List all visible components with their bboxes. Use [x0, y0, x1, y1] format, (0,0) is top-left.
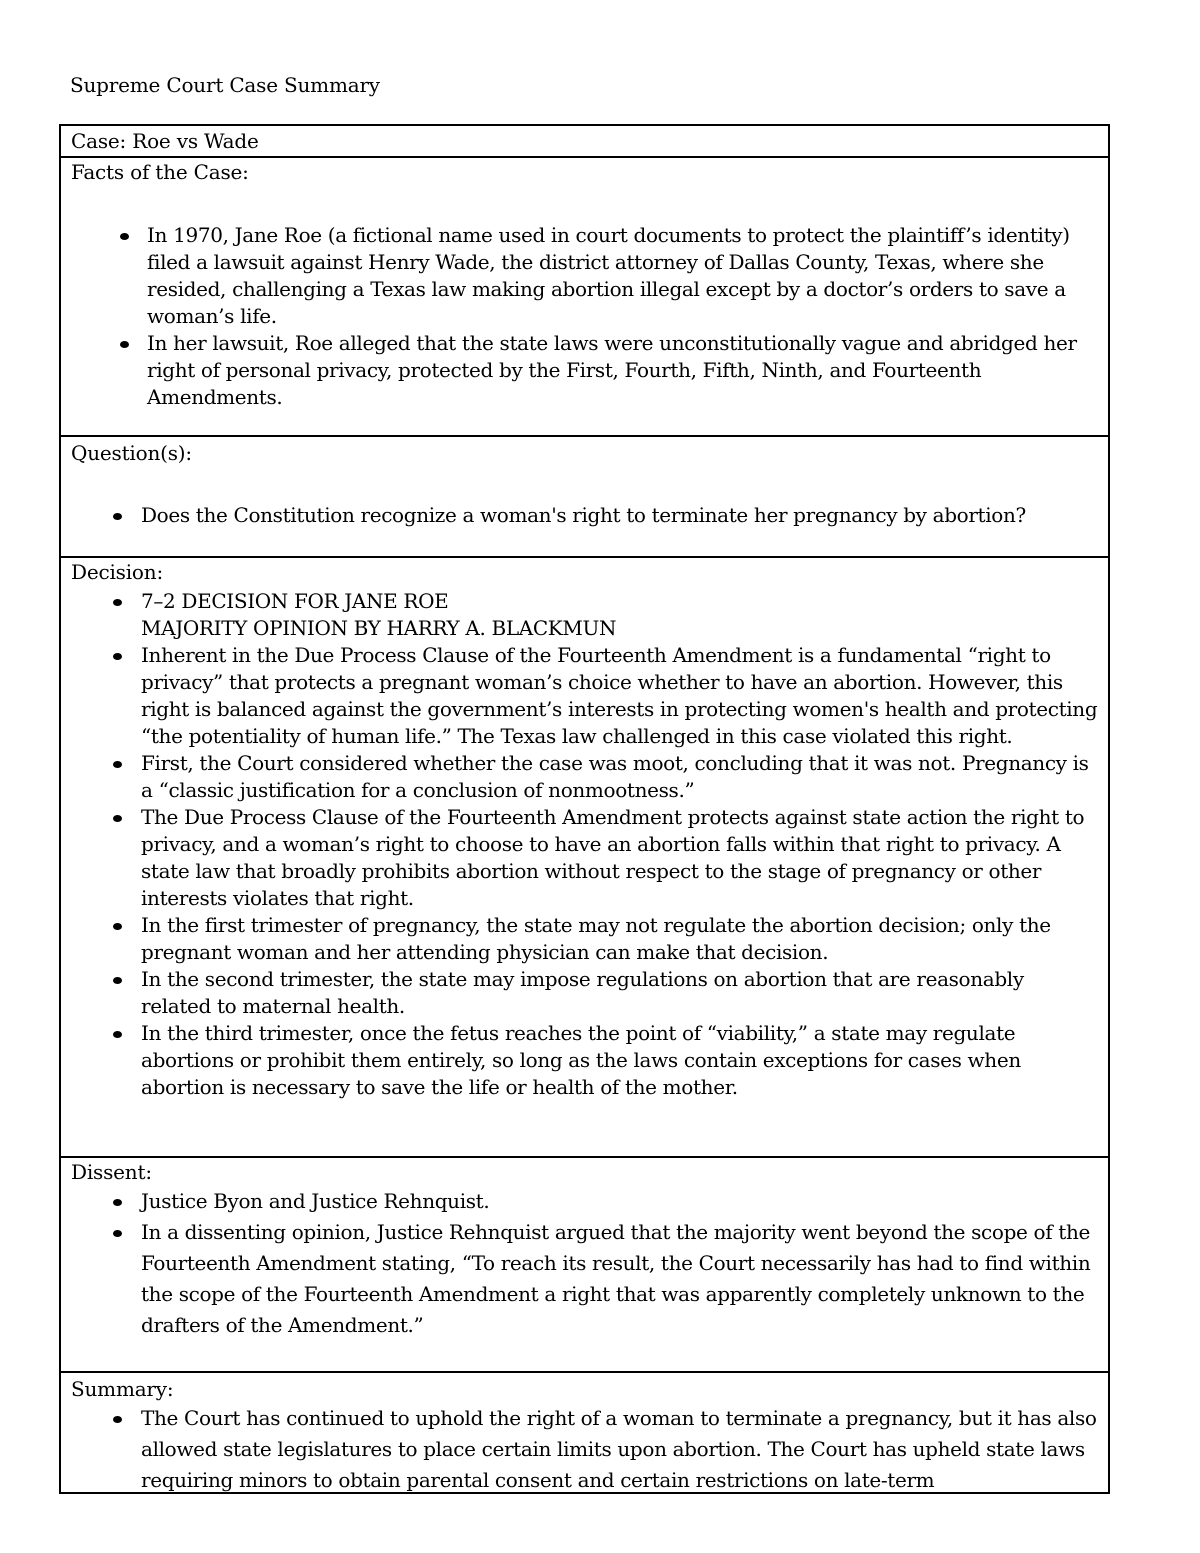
- bullet-icon: [113, 513, 122, 520]
- bullet-icon: [120, 341, 129, 348]
- list-item: In the first trimester of pregnancy, the state may not regulate the abortion decision; only the pregnant woman and her attending physician can make that decision.: [71, 912, 1098, 966]
- list-item: Inherent in the Due Process Clause of the Fourteenth Amendment is a fundamental “right to privacy” that protects a pregnant woman’s choice whether to have an abortion. However, this right is balanced against the government’s interests in protecting women's health and protecting “the potentiality of human life.” The Texas law challenged in this case violated this right.: [71, 642, 1098, 750]
- bullet-icon: [113, 815, 122, 822]
- bullet-icon: [113, 1031, 122, 1038]
- list-item: In 1970, Jane Roe (a fictional name used in court documents to protect the plaintiff’s identity) filed a lawsuit against Henry Wade, the district attorney of Dallas County, Texas, where she resided, challenging a Texas law making abortion illegal except by a doctor’s orders to save a woman’s life.: [71, 222, 1098, 330]
- bullet-icon: [113, 923, 122, 930]
- questions-label: Question(s):: [71, 441, 192, 465]
- bullet-icon: [113, 599, 122, 606]
- bullet-icon: [113, 977, 122, 984]
- summary-label: Summary:: [71, 1377, 174, 1401]
- dissent-list: [71, 1186, 1098, 1341]
- facts-list: [71, 222, 1098, 411]
- list-item: First, the Court considered whether the case was moot, concluding that it was not. Pregnancy is a “classic justification for a conclusion of nonmootness.”: [71, 750, 1098, 804]
- dissent-row: [61, 1156, 1108, 1371]
- bullet-icon: [113, 1416, 122, 1423]
- decision-list: [71, 588, 1098, 1101]
- facts-row: [61, 156, 1108, 435]
- list-item: 7–2 DECISION FOR JANE ROE MAJORITY OPINION BY HARRY A. BLACKMUN: [71, 588, 1098, 642]
- case-row: [61, 126, 1108, 156]
- bullet-icon: [113, 1230, 122, 1237]
- bullet-icon: [120, 233, 129, 240]
- list-item: In a dissenting opinion, Justice Rehnquist argued that the majority went beyond the scope of the Fourteenth Amendment stating, “To reach its result, the Court necessarily has had to find within the scope of the Fourteenth Amendment a right that was apparently completely unknown to the drafters of the Amendment.”: [71, 1217, 1098, 1341]
- bullet-icon: [113, 761, 122, 768]
- bullet-icon: [113, 653, 122, 660]
- questions-list: [71, 502, 1098, 529]
- bullet-icon: [113, 1199, 122, 1206]
- list-item: In the third trimester, once the fetus reaches the point of “viability,” a state may regulate abortions or prohibit them entirely, so long as the laws contain exceptions for cases when abortion is necessary to save the life or health of the mother.: [71, 1020, 1098, 1101]
- list-item: In her lawsuit, Roe alleged that the state laws were unconstitutionally vague and abridged her right of personal privacy, protected by the First, Fourth, Fifth, Ninth, and Fourteenth Amendments.: [71, 330, 1098, 411]
- facts-label: Facts of the Case:: [71, 160, 249, 184]
- list-item: Justice Byon and Justice Rehnquist.: [71, 1186, 1098, 1217]
- document-title: Supreme Court Case Summary: [70, 73, 380, 97]
- case-summary-table: [59, 124, 1110, 1494]
- list-item: In the second trimester, the state may impose regulations on abortion that are reasonably related to maternal health.: [71, 966, 1098, 1020]
- list-item: The Court has continued to uphold the right of a woman to terminate a pregnancy, but it has also allowed state legislatures to place certain limits upon abortion. The Court has upheld state laws requiring minors to obtain parental consent and certain restrictions on late-term: [71, 1403, 1098, 1492]
- summary-list: [71, 1403, 1098, 1492]
- list-item: Does the Constitution recognize a woman's right to terminate her pregnancy by abortion?: [71, 502, 1098, 529]
- decision-label: Decision:: [71, 560, 163, 584]
- summary-row: [61, 1371, 1108, 1492]
- list-item: The Due Process Clause of the Fourteenth Amendment protects against state action the right to privacy, and a woman’s right to choose to have an abortion falls within that right to privacy. A state law that broadly prohibits abortion without respect to the stage of pregnancy or other interests violates that right.: [71, 804, 1098, 912]
- case-name: Case: Roe vs Wade: [71, 129, 259, 153]
- decision-row: [61, 556, 1108, 1156]
- questions-row: [61, 435, 1108, 556]
- dissent-label: Dissent:: [71, 1160, 152, 1184]
